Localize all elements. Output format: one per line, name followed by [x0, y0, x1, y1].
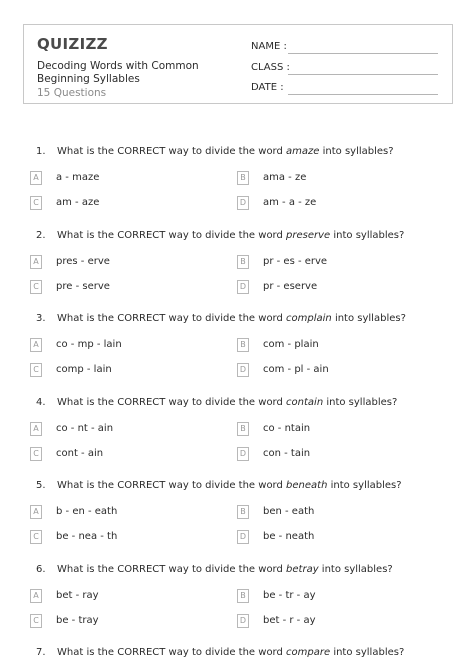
question-text: [57, 313, 406, 324]
option-letter-box[interactable]: A: [30, 422, 42, 436]
option-letter-box[interactable]: D: [237, 447, 249, 461]
question-text: [57, 146, 394, 157]
question-number: 5.: [36, 480, 46, 491]
date-line[interactable]: [288, 94, 438, 95]
question-word: complain: [286, 313, 332, 324]
option-letter-box[interactable]: C: [30, 447, 42, 461]
option-letter-box[interactable]: A: [30, 255, 42, 269]
question-number: 3.: [36, 313, 46, 324]
question-prefix: What is the CORRECT way to divide the word: [57, 480, 287, 491]
option-letter-box[interactable]: A: [30, 171, 42, 185]
question-word: compare: [286, 647, 331, 658]
option-text: com - plain: [263, 339, 319, 350]
option-text: am - a - ze: [263, 197, 317, 208]
question-prefix: What is the CORRECT way to divide the word: [57, 313, 287, 324]
option-text: a - maze: [56, 172, 100, 183]
question-prefix: What is the CORRECT way to divide the word: [57, 397, 287, 408]
name-label: NAME :: [251, 41, 287, 52]
name-line[interactable]: [288, 53, 438, 54]
question-suffix: into syllables?: [318, 564, 393, 575]
option-text: co - mp - lain: [56, 339, 122, 350]
option-letter-box[interactable]: B: [237, 505, 249, 519]
option-text: comp - lain: [56, 364, 112, 375]
class-label: CLASS :: [251, 62, 290, 73]
class-line[interactable]: [288, 74, 438, 75]
option-letter-box[interactable]: B: [237, 338, 249, 352]
option-letter-box[interactable]: C: [30, 280, 42, 294]
question-word: beneath: [286, 480, 328, 491]
option-letter-box[interactable]: A: [30, 505, 42, 519]
question-number: 2.: [36, 230, 46, 241]
question-prefix: What is the CORRECT way to divide the word: [57, 230, 287, 241]
option-letter-box[interactable]: A: [30, 589, 42, 603]
option-text: co - ntain: [263, 423, 311, 434]
question-suffix: into syllables?: [330, 230, 405, 241]
option-text: co - nt - ain: [56, 423, 114, 434]
question-prefix: What is the CORRECT way to divide the word: [57, 647, 287, 658]
question-number: 1.: [36, 146, 46, 157]
question-text: [57, 647, 404, 658]
option-text: pr - es - erve: [263, 256, 328, 267]
option-text: am - aze: [56, 197, 100, 208]
date-label: DATE :: [251, 82, 284, 93]
option-text: be - tray: [56, 615, 99, 626]
option-letter-box[interactable]: A: [30, 338, 42, 352]
option-text: ben - eath: [263, 506, 315, 517]
option-text: pre - serve: [56, 281, 110, 292]
worksheet-title: Decoding Words with Common Beginning Syllables: [37, 60, 199, 85]
option-text: bet - ray: [56, 590, 99, 601]
question-text: [57, 564, 393, 575]
question-suffix: into syllables?: [323, 397, 398, 408]
question-word: betray: [286, 564, 319, 575]
question-number: 7.: [36, 647, 46, 658]
option-letter-box[interactable]: B: [237, 171, 249, 185]
question-count: 15 Questions: [37, 87, 107, 99]
worksheet-header: [23, 24, 453, 104]
question-number: 6.: [36, 564, 46, 575]
question-word: contain: [286, 397, 324, 408]
option-letter-box[interactable]: B: [237, 422, 249, 436]
option-text: ama - ze: [263, 172, 307, 183]
option-letter-box[interactable]: D: [237, 280, 249, 294]
question-text: [57, 397, 397, 408]
option-letter-box[interactable]: C: [30, 363, 42, 377]
option-text: con - tain: [263, 448, 311, 459]
question-text: [57, 480, 402, 491]
option-text: pr - eserve: [263, 281, 318, 292]
option-text: cont - ain: [56, 448, 104, 459]
question-prefix: What is the CORRECT way to divide the word: [57, 564, 287, 575]
option-letter-box[interactable]: B: [237, 589, 249, 603]
option-letter-box[interactable]: D: [237, 196, 249, 210]
quizizz-logo: QUIZIZZ: [37, 35, 108, 53]
option-text: be - neath: [263, 531, 315, 542]
option-letter-box[interactable]: D: [237, 530, 249, 544]
option-text: be - nea - th: [56, 531, 118, 542]
question-suffix: into syllables?: [327, 480, 402, 491]
option-letter-box[interactable]: D: [237, 614, 249, 628]
question-suffix: into syllables?: [330, 647, 405, 658]
question-number: 4.: [36, 397, 46, 408]
option-text: be - tr - ay: [263, 590, 316, 601]
option-text: pres - erve: [56, 256, 110, 267]
question-suffix: into syllables?: [319, 146, 394, 157]
question-text: [57, 230, 404, 241]
question-prefix: What is the CORRECT way to divide the word: [57, 146, 287, 157]
question-suffix: into syllables?: [331, 313, 406, 324]
option-letter-box[interactable]: B: [237, 255, 249, 269]
option-text: b - en - eath: [56, 506, 118, 517]
question-word: amaze: [286, 146, 320, 157]
option-letter-box[interactable]: D: [237, 363, 249, 377]
option-letter-box[interactable]: C: [30, 614, 42, 628]
option-text: com - pl - ain: [263, 364, 329, 375]
option-letter-box[interactable]: C: [30, 196, 42, 210]
question-word: preserve: [286, 230, 331, 241]
option-text: bet - r - ay: [263, 615, 316, 626]
option-letter-box[interactable]: C: [30, 530, 42, 544]
